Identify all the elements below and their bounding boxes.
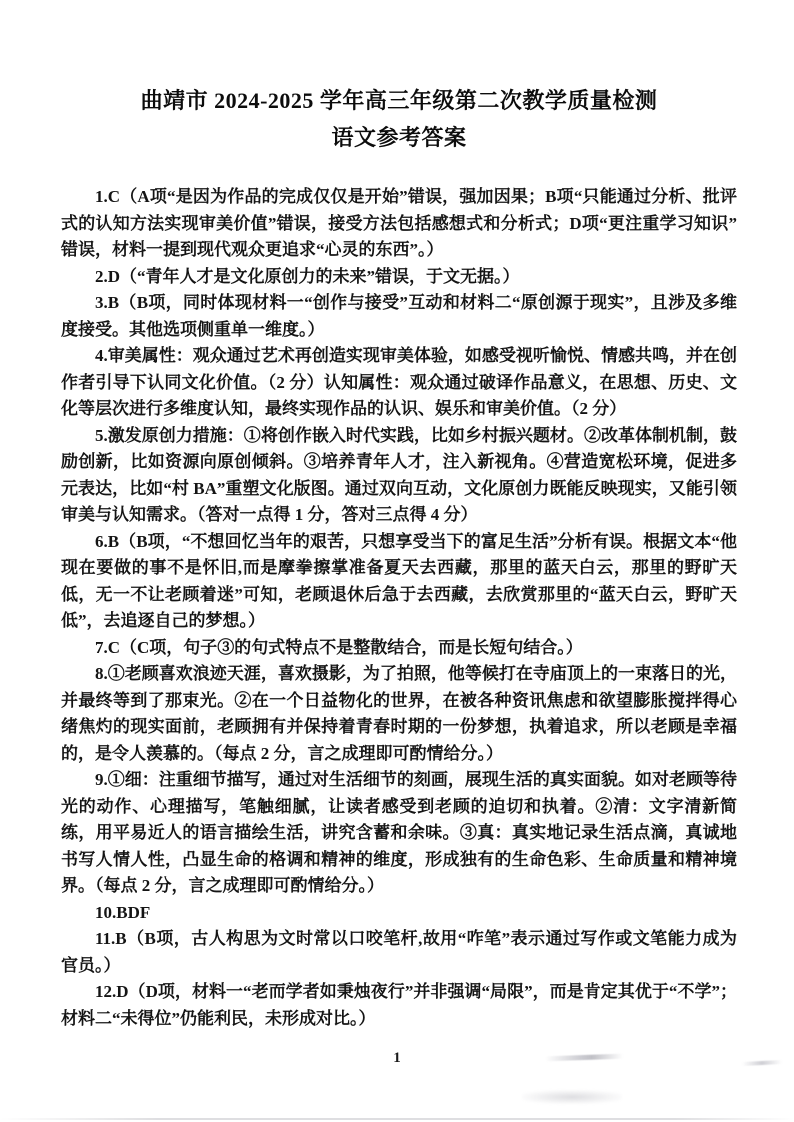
document-title-line1: 曲靖市 2024-2025 学年高三年级第二次教学质量检测 (140, 88, 658, 113)
answer-item-9: 9.①细：注重细节描写，通过对生活细节的刻画，展现生活的真实面貌。如对老顾等待光的动作、心理描写，笔触细腻，让读者感受到老顾的迫切和执着。②清：文字清新简练，用平易近人的语言描绘生活，讲究含蓄和余味。③真：真实地记录生活点滴，真诚地书写人情人性，凸显生命的格调和精神的维度，形成独有的生命色彩、生命质量和精神境界。（每点 2 分，言之成理即可酌情给分。） (61, 770, 737, 895)
page-number: 1 (393, 1050, 401, 1066)
answer-item-1: 1.C（A项“是因为作品的完成仅仅是开始”错误，强加因果；B项“只能通过分析、批评式的认知方法实现审美价值”错误，接受方法包括感想式和分析式；D项“更注重学习知识”错误，材料一提到现代观众更追求“心灵的东西”。） (61, 187, 737, 259)
answer-item-4: 4.审美属性：观众通过艺术再创造实现审美体验，如感受视听愉悦、情感共鸣，并在创作者引导下认同文化价值。（2 分）认知属性：观众通过破译作品意义，在思想、历史、文化等层次进行多维度认知，最终实现作品的认识、娱乐和审美价值。（2 分） (61, 346, 737, 418)
scan-artifact-smudge-2 (522, 1090, 622, 1104)
answer-item-7: 7.C（C项，句子③的句式特点不是整散结合，而是长短句结合。） (95, 637, 583, 657)
answer-item-10: 10.BDF (95, 902, 151, 922)
document-title-line2: 语文参考答案 (331, 125, 467, 150)
page-content (61, 0, 737, 1032)
answers-list (61, 184, 737, 1032)
answer-item-2: 2.D（“青年人才是文化原创力的未来”错误，于文无据。） (95, 266, 520, 286)
answer-item-5: 5.激发原创力措施：①将创作嵌入时代实践，比如乡村振兴题材。②改革体制机制，鼓励创新，比如资源向原创倾斜。③培养青年人才，注入新视角。④营造宽松环境，促进多元表达，比如“村 BA”重塑文化版图。通过双向互动，文化原创力既能反映现实，又能引领审美与认知需求。（答对一点得 1 分，答对三点得 4 分） (61, 425, 737, 524)
document-title-block (61, 82, 737, 156)
answer-item-8: 8.①老顾喜欢浪迹天涯，喜欢摄影，为了拍照，他等候打在寺庙顶上的一束落日的光，并最终等到了那束光。②在一个日益物化的世界，在被各种资讯焦虑和欲望膨胀搅拌得心绪焦灼的现实面前，老顾拥有并保持着青春时期的一份梦想，执着追求，所以老顾是幸福的，是令人羡慕的。（每点 2 分，言之成理即可酌情给分。） (61, 664, 737, 763)
scan-artifact-bottom-edge (0, 1118, 794, 1120)
answer-item-12: 12.D（D项，材料一“老而学者如秉烛夜行”并非强调“局限”，而是肯定其优于“不学”；材料二“未得位”仍能利民，未形成对比。） (61, 982, 737, 1028)
answer-item-6: 6.B（B项，“不想回忆当年的艰苦，只想享受当下的富足生活”分析有误。根据文本“他现在要做的事不是怀旧,而是摩拳擦掌准备夏天去西藏，那里的蓝天白云，那里的野旷天低，无一不让老顾着迷”可知，老顾退休后急于去西藏，去欣赏那里的“蓝天白云，野旷天低”，去追逐自己的梦想。） (61, 531, 737, 630)
answer-item-11: 11.B（B项，古人构思为文时常以口咬笔杆,故用“咋笔”表示通过写作或文笔能力成为官员。） (61, 929, 737, 975)
answer-item-3: 3.B（B项，同时体现材料一“创作与接受”互动和材料二“原创源于现实”，且涉及多维度接受。其他选项侧重单一维度。） (61, 293, 737, 339)
